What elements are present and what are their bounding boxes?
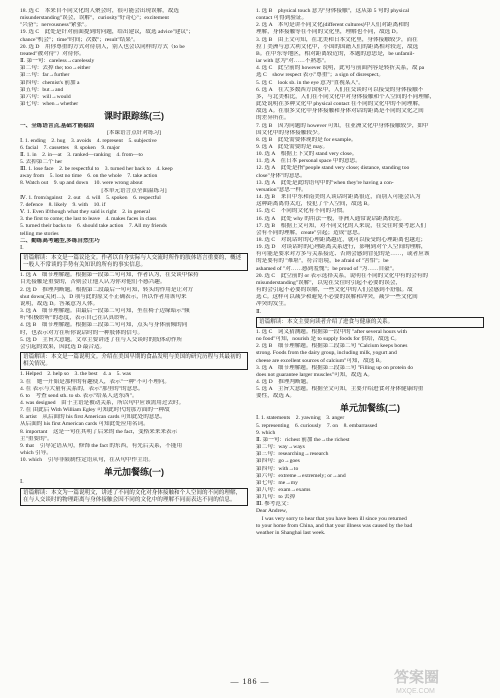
text-line: versation"意思一样。 [256, 186, 307, 193]
text-line: Ⅰ. 1. statements 2. yawning 3. anger [256, 415, 345, 422]
text-line: 1. 选 A 细节理解题。根据第一段第二句可知，作者认为，在交谈中保持 [20, 272, 199, 279]
text-line: 有可能是要求对方多与关系接近、否则会感到冒犯的是……，或者应该 [256, 251, 430, 258]
text-line: 5. 选 C look sb. in the eye 意为"直视某人"。 [256, 79, 364, 86]
text-line: away from 5. lost no time 6. on the whole 7. take action [20, 173, 158, 180]
section-title: 单元加餐练(二) [340, 403, 400, 414]
text-line: weather in Shanghai last week. [256, 529, 326, 536]
text-line: 3. 选 A 细节理解题。由最后一段第二句可知，坐在椅子边缘暗示"倾 [20, 308, 190, 315]
text-line: 第六句：extreme→extremely; or→and [256, 472, 346, 479]
text-line: 这种距离离得太近，侵犯了个人空间，故选 B。 [256, 201, 374, 208]
text-line: Ⅰ. 1. ending 2. hug 3. avoids 4. represent 5. subjective [20, 137, 157, 144]
text-line: 第四句：chemist's 前加 a [20, 79, 80, 86]
text-line: 5. turned their backs to 6. should take action 7. All my friends [20, 223, 167, 230]
text-line: 第四句：with→to [256, 465, 299, 472]
text-line: 选 C。这样可以减少和避免不必要的误解和冲突，减少一些文化间 [256, 294, 418, 301]
text-line: 有的会引起不必要的误解，一些文化中的人们会感到不舒服。故 [256, 287, 413, 294]
text-line: 第四句：go→goes [256, 458, 300, 465]
passage-summary-box: 语篇解读：本文是一篇说明文。介绍在美国早期的食品发明与美国的研究历程与其最初的相关情况。 [20, 352, 248, 370]
text-line: 19. 选 C 此处是针对前面提到的问题，给出建议，故选 advice"建议"； [20, 29, 194, 36]
text-line: 第五句：but→and [20, 86, 64, 93]
text-line: 第二句：way→ways [256, 444, 305, 451]
text-line: 6. facial 7. cassettes 8. spoken 9. major [20, 144, 121, 151]
text-line: 3. the first to come; the last to leave 4. makes faces in class [20, 216, 157, 223]
text-line: 9. which [256, 429, 276, 436]
text-line: 2. 选 D 推理判断题。根据第二段最后一句可知，转头的作用是让对方 [20, 286, 194, 293]
text-line: shut down(关闭…)，D 项与此的原文不正确表示，所以作者用该句来 [20, 293, 187, 300]
text-line: Ⅱ. 第一句：richest 前加 the→the richest [256, 436, 350, 443]
text-line: 目光接触是重要的，否则会让他人认为你对他们不感兴趣。 [20, 279, 166, 286]
section-title: 单元加餐练(一) [104, 467, 164, 478]
text-line: 5. 选 A 主旨大意题。根据全文可知，主要介绍进食对身体健康的重 [256, 386, 424, 393]
subheading: [本课语言点针对练习] [106, 130, 162, 137]
text-line: Dear Andrew, [256, 508, 288, 515]
text-line: 第七句：me→my [256, 479, 298, 486]
text-line: B。在中东等地区，相对距离较近的，本题的意思是，be unfamil- [256, 50, 415, 57]
left-column [20, 8, 248, 507]
passage-summary-box: 语篇解读：本文主要向读者介绍了进食与健康的关系。 [256, 317, 484, 328]
text-line: 9. 选 A 此处需要的是 may。 [256, 143, 329, 150]
text-line: 第二句：去掉 the; too→either [20, 65, 91, 72]
text-line: 第三句：far→further [20, 72, 70, 79]
text-line: 1. Helped 2. help so 3. the best 4. a 5. was [20, 371, 131, 378]
text-line: 第九句：to 去掉 [256, 494, 296, 501]
text-line: 5. representing 6. curiously 7. on 8. embarrassed [256, 422, 378, 429]
text-line: 8. 选 B 此处需要体现的是 for example。 [256, 136, 357, 143]
text-line: 11. 选 A 在日本 personal space 中的意思。 [256, 158, 361, 165]
text-line: 拉丁美洲与意大利文化中，小国的国籍人们的距离相对较近，故选 [256, 43, 419, 50]
text-line: 国文化中的身体接触较少。 [256, 129, 324, 136]
text-line: 8. important 这是一句在其明了后来的 the fact，变格来来来表示 [20, 428, 178, 435]
text-line: Ⅰ. [20, 479, 24, 486]
text-line: treated"被对待"）对待你。 [20, 50, 85, 57]
watermark-url: MXQE.COM [396, 688, 435, 695]
text-line: 1. 选 C 词义猜测题。根据第一段中的 "after several hours with [256, 328, 407, 335]
watermark-mark: 答案圈 [394, 669, 440, 686]
text-line: Ⅱ. 第一句：careless→carelessly [20, 58, 95, 65]
text-line: 15. 选 C 不同的文化有不同的习惯。 [256, 208, 348, 215]
section-title: 课时跟踪练(三) [104, 111, 164, 122]
text-line: strong. Foods from the dairy group, including milk, yogurt and [256, 350, 397, 357]
subsection-title: 一、全练语言点,基础才能稳固 [20, 123, 95, 130]
text-line: 7. 选 B 因为问题的 however 可知，在亚洲文化中身体接触较少，如中 [256, 122, 429, 129]
text-line: I was very sorry to hear that you have been ill since you returned [256, 515, 407, 522]
text-line: 故选 A。在很多文化中身体接触和身体对话的距离是不同的文化之间 [256, 108, 424, 115]
text-line: telling me stories [20, 230, 59, 237]
text-line: 第八句：exam→exams [256, 487, 311, 493]
text-line: 8. artist 从后面的 his first American cards 可知此处的意思。 [20, 414, 166, 421]
watermark-logo [392, 664, 492, 696]
subsection-title: 二、勤练高考题型,多练自然生巧 [20, 237, 100, 244]
text-line: Ⅲ. 1. lose face 2. be respectful to 3. turned her back to 4. keep [20, 166, 173, 173]
text-line: 的是要有的 "难堪"，符合语境，be afraid of "害怕"；be [256, 258, 389, 265]
text-line: 10. 选 A 根据上下文的 stand very close。 [256, 151, 358, 158]
text-line: iar with 意为"对……不熟悉"。 [256, 58, 330, 65]
page-number: — 186 — [230, 677, 270, 686]
text-line: 2. 选 A 本句是讲不同文化(different cultures)中人们对距离和的 [256, 22, 410, 29]
text-line: 18. 选 C 本来自不同文化的人聚会时，很可能会出现误解，故选 [20, 8, 179, 14]
text-line: 6. to 考查 send sth. to sb. 表示"给某人送东西"。 [20, 392, 138, 399]
text-line: Ⅳ. 1. from/against 2. out 4. will 5. spoken 6. respectful [20, 194, 161, 201]
text-line: 要性，故选 A。 [256, 393, 296, 400]
text-line: 理解，身体接触等在不同的文化里，理解也不同，故选 D。 [256, 29, 402, 36]
text-line: misunderstanding"误会，误解"，curiosity"好奇心"；excitement [20, 15, 169, 22]
text-line: 冲突的发生。 [256, 301, 290, 308]
text-line: 选 C show respect 表示"尊重"；a sign of disrespect。 [256, 72, 384, 79]
text-line: 6. 选 A 在大多数西方国家中，人们在交谈时可以接受的身体接触不 [256, 86, 424, 93]
text-line: 7. defence 8. likely 9. with 10. if [20, 201, 106, 208]
text-line: 19. 选 D 对谈话时的心理距离关系进行，影响到对个人空间的理解， [256, 244, 427, 251]
text-line: misunderstanding"误解"，以免在交往时引起不必要的误会， [256, 279, 402, 286]
right-column [256, 8, 484, 537]
text-line: Ⅰ. [20, 244, 24, 251]
text-line: 18. 选 C 对说话时的心理距离越近，就可以接受的心理距离也越近； [256, 237, 427, 243]
text-line: 4. 选 D 推理判断题。 [256, 378, 312, 385]
text-line: 说明，故选 D。答案意为人体。 [20, 300, 99, 307]
text-line: 的差异所在。 [256, 115, 290, 122]
text-line: 14. 选 B 来自中东和南美的人谈话时距离很近，而别人可能会认为 [256, 194, 421, 201]
text-line: 时，也表示对方在听你说话时的一种肢体的信号。 [20, 329, 144, 336]
text-line: Ⅴ. 1. Even if/though what they said is right 2. in general [20, 209, 151, 216]
passage-summary-box: 语篇解读：本文是一篇议论文。作者以自身实际与人交流时所作的肢体语言重要的，概述一般人不常谈的手势有关知识的所有的事实信息。 [20, 253, 248, 271]
text-line: does not guarantee larger muscles"可知，故选 A。 [256, 371, 373, 378]
text-line: 4. 选 B 细节理解题。根据第三段第二句可知，点头与身体前倾的同 [20, 322, 188, 329]
text-line: 16. 选 A 此处 why 的用法一般，非洲人通常说话距离较近。 [256, 215, 406, 222]
text-line: 多，与北美相比，人们在不同文化中对身体接触和个人空间的不同理解， [256, 93, 436, 100]
text-line: 第三句：researching→research [256, 451, 329, 458]
text-line: 此处说明在多种文化中 physical contact 在不同的文化中的不同理解， [256, 101, 424, 108]
text-line: 20. 选 D 用你尊重的方式对待别人，别人也会以同样的方式（to be [20, 43, 185, 50]
text-line: 3. 选 B 由上文可知，在北美和日本文化里，身体接触较少，而在 [256, 36, 418, 43]
subheading: [本单元语言点全面温练习] [101, 187, 167, 194]
text-line: 12. 选 A 此处是指"people stand very close; distance, standing too [256, 165, 410, 172]
text-line: 3. 在 她一开始是那样的有趣使人，表示"一种"不可不理问。 [20, 378, 171, 385]
text-line: no food"可知，nourish 是 to supply foods for 供给，故选 C。 [256, 336, 400, 343]
text-line: 4. 选 C 此空前的 however 说明，此句与前面内容是转折关系，故 pa [256, 65, 425, 72]
text-line: 从后面的 his first American cards 可知此处应用名词。 [20, 421, 149, 428]
text-line: 第六句：will→would [20, 93, 71, 100]
passage-summary-box: 语篇解读：本文为一篇说明文，讲述了不同的文化对身体接触和个人空间的不同的理解，在与人交谈时的物理距离与身体接触会因不同的文化中的理解不同而表达不同的信息。 [20, 488, 248, 506]
text-line: "兴奋"；nervousness"紧张"。 [20, 22, 91, 29]
text-line: 10. which 引导非限制性定语从句，在从句中作主语。 [20, 457, 154, 464]
text-line: cheese are excellent sources of calcium"可知，故选 B。 [256, 357, 386, 364]
text-line: Ⅱ. [256, 308, 262, 315]
text-line: 8. Watch out 9. up and down 10. were wrong about [20, 180, 143, 187]
text-line: 7. 在 由此后 With William Egley 可知此时代的那方面的一种故 [20, 407, 170, 414]
text-line: 3. 选 A 细节理解题。根据第三段第三句 "Filling up on protein do [256, 364, 414, 371]
text-line: 17. 选 B 根据上文可知，对不同文化的人来说，在交往时要考虑人们 [256, 222, 427, 229]
text-line: 4. was designed 由于主语是被动关系，所以句中应该需用过去时。 [20, 399, 185, 406]
text-line: 会引起的效果，因此选 D 最合适。 [20, 343, 106, 350]
text-line: close"身体"的意思。 [256, 172, 306, 179]
text-line: 5. 选 D 主旨大意题。文章主要讲述了在与人交谈时的肢体动作所 [20, 336, 183, 343]
text-line: 会有不同的理解，create"引起；造成"意思。 [256, 229, 364, 236]
text-line: 听"积极聆听"的态度，表示自己在认真聆听。 [20, 315, 131, 322]
text-line: ashamed of "对……感到羞愧"；be proud of "为……自豪"。 [256, 265, 398, 272]
text-line: 9. that 引导定语从句，修饰 the fact 的东西，有先后关系，不能用 [20, 442, 183, 449]
text-line: 4. 在 表示与大量有关系的，表示"那里的"的意思。 [20, 385, 144, 392]
text-line: 5. 去掉第二个 her [20, 158, 63, 165]
text-line: chance"机会"；time"时间；次数"；result"结果"。 [20, 36, 139, 43]
text-line: which 引导。 [20, 450, 52, 457]
text-line: Ⅱ. 1. in 2. in—at 3. ranked—ranking 4. from—to [20, 151, 143, 158]
text-line: 1. 选 B physical touch 意为"身体接触"，这从第 5 句的 physical [256, 8, 410, 14]
text-line: 20. 选 C 此空前的 or 表示选择关系，说明在不同的文化中有的会有的 [256, 272, 429, 279]
text-line: contact 可得到验证。 [256, 15, 308, 22]
text-line: Ⅲ. 参考范文： [256, 501, 293, 508]
text-line: to your home from China, and that your illness was caused by the bad [256, 522, 413, 529]
text-line: 2. 选 B 细节理解题。根据第二段第二句 "Calcium keeps bones [256, 343, 408, 350]
text-line: 主"重要的"。 [20, 435, 53, 442]
text-line: 第七句：when→whether [20, 101, 79, 108]
text-line: 13. 选 A 此处是此的语句中的"when they're having a con- [256, 179, 394, 186]
